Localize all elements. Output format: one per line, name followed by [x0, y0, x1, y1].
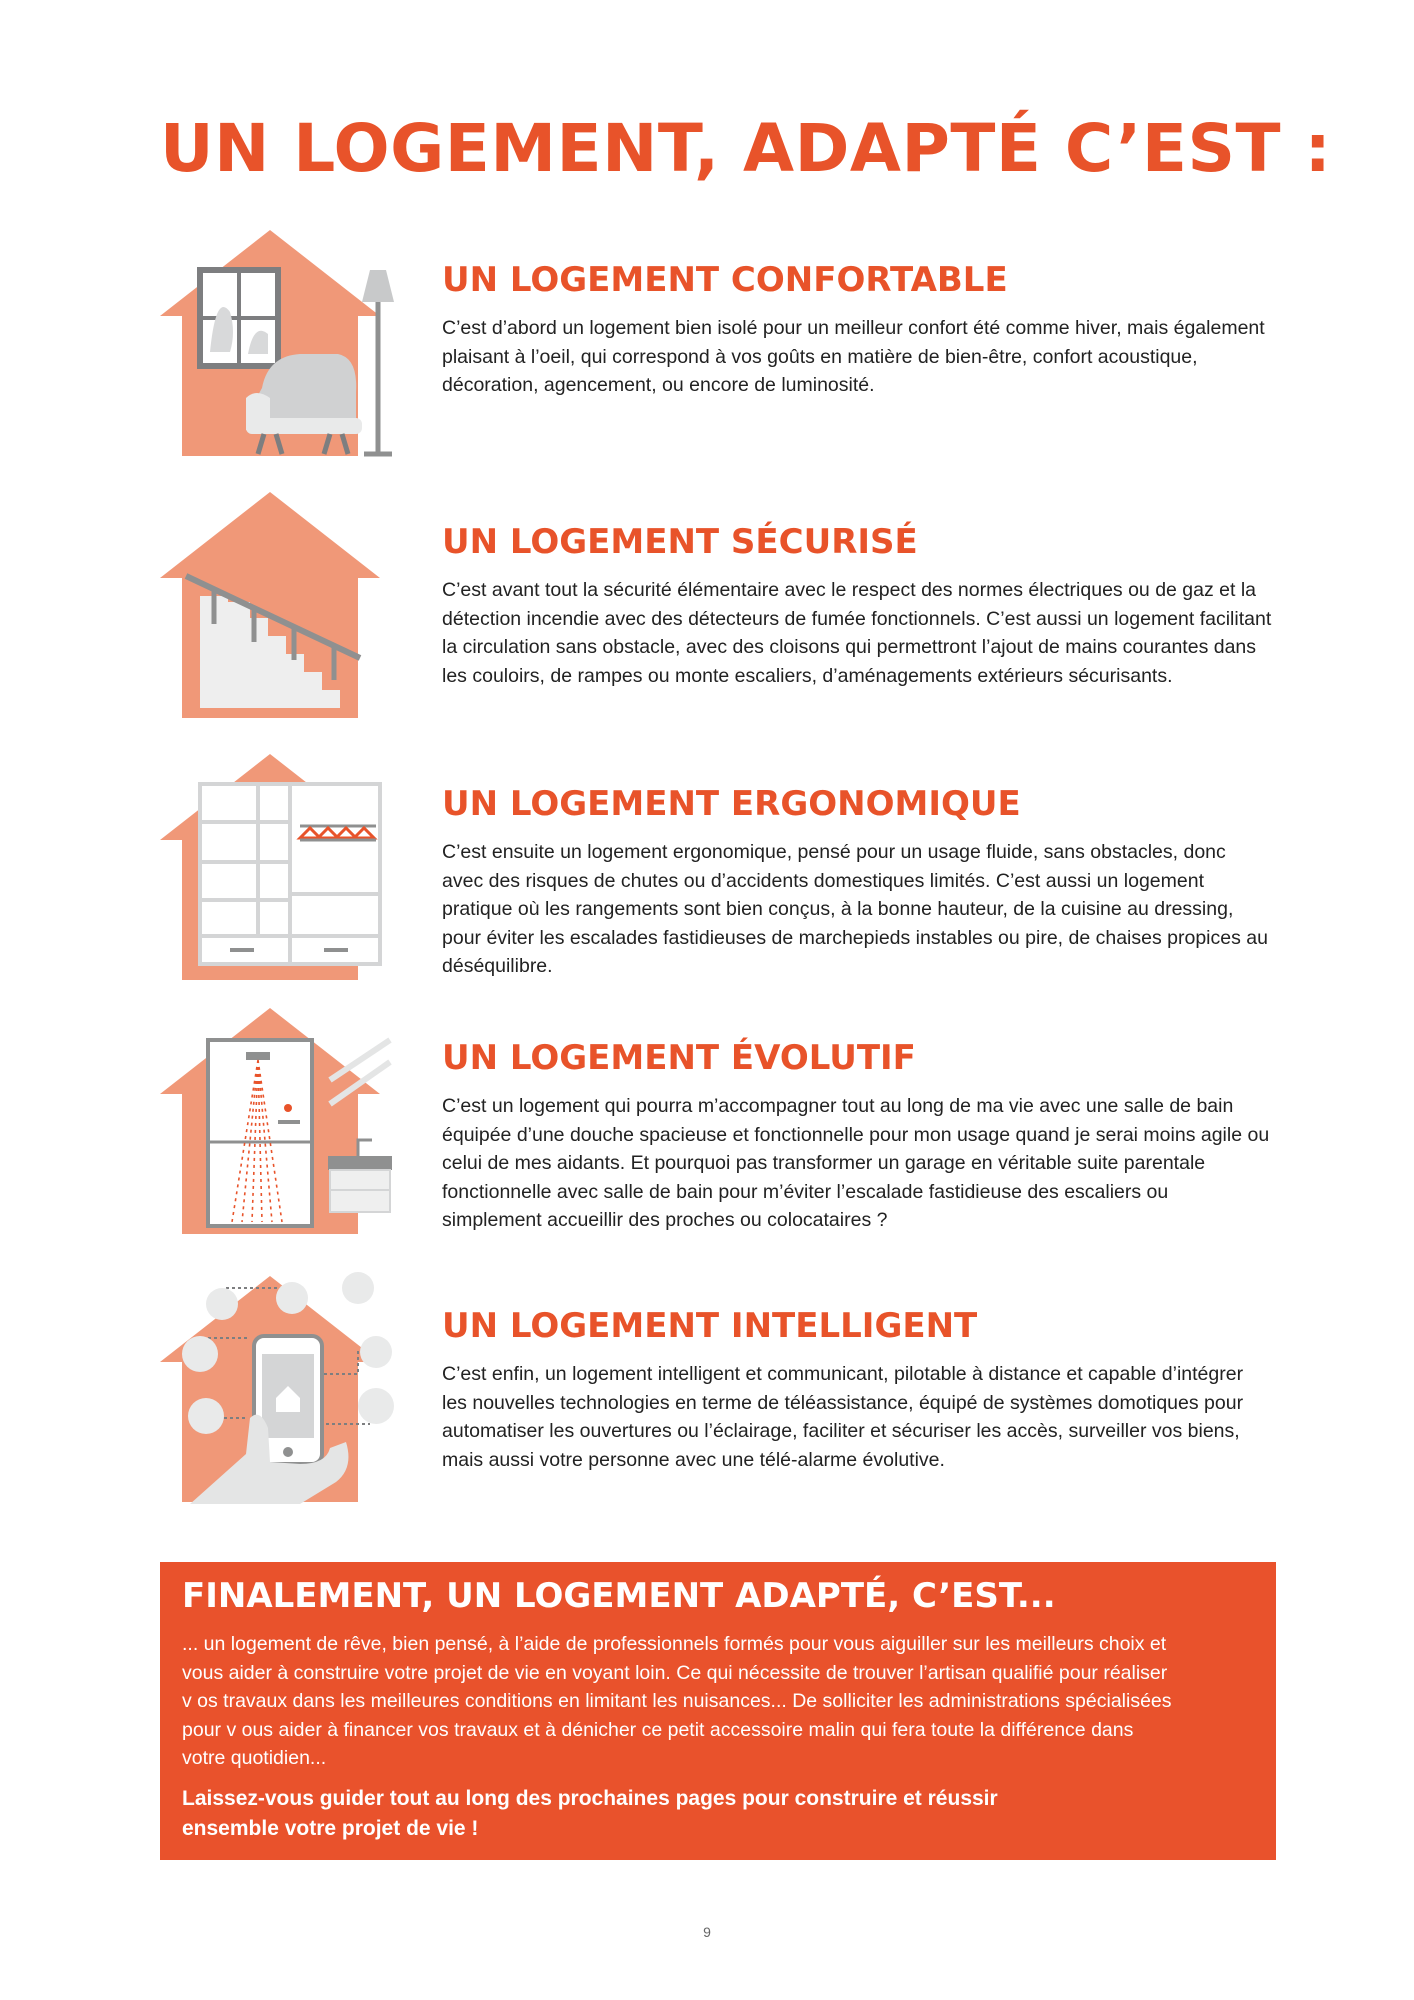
secure-stairs-house-icon: [150, 484, 410, 724]
section-text: C’est enfin, un logement intelligent et communicant, pilotable à distance et capable d’intégrer les nouvelles technologies en terme de téléassistance, équipé de systèmes domotiques pour automatiser les ouvertures ou l’éclairage, faciliter et sécuriser les accès, surveiller vos biens, mais aussi votre personne avec une télé-alarme évolutive.: [442, 1363, 1244, 1471]
final-body-text: ... un logement de rêve, bien pensé, à l’aide de professionnels formés pour vous aiguiller sur les meilleurs choix et vous aider à construire votre projet de vie en voyant loin. Ce qui nécessite de trouver l’artisan qualifié pour réaliser v os travaux dans les meilleures conditions en limitant les nuisances... De solliciter les administrations spécialisées pour v ous aider à financer vos travaux et à dénicher ce petit accessoire malin qui fera toute la différence dans votre quotidien...: [182, 1633, 1172, 1769]
final-summary-box: [160, 1562, 1276, 1860]
section-ergonomique: [150, 746, 1280, 986]
section-intelligent: [150, 1268, 1280, 1508]
comfortable-house-icon: [150, 222, 410, 462]
wardrobe-house-icon: [150, 746, 410, 986]
section-text: C’est ensuite un logement ergonomique, pensé pour un usage fluide, sans obstacles, donc avec des risques de chutes ou d’accidents domestiques limités. C’est aussi un logement pratique où les rangements sont bien conçus, à la bonne hauteur, de la cuisine au dressing, pour éviter les escalades fastidieuses de marchepieds instables ou pire, de chaises propices au déséquilibre.: [442, 841, 1268, 977]
section-heading: UN LOGEMENT INTELLIGENT: [442, 1306, 978, 1346]
page-title: UN LOGEMENT, ADAPTÉ C’EST :: [160, 110, 1332, 187]
section-heading: UN LOGEMENT ERGONOMIQUE: [442, 784, 1021, 824]
final-heading: FINALEMENT, UN LOGEMENT ADAPTÉ, C’EST...: [182, 1576, 1056, 1616]
shower-house-icon: [150, 1000, 410, 1240]
section-heading: UN LOGEMENT SÉCURISÉ: [442, 522, 918, 562]
section-text: C’est d’abord un logement bien isolé pour un meilleur confort été comme hiver, mais également plaisant à l’oeil, qui correspond à vos goûts en matière de bien-être, confort acoustique, décoration, agencement, ou encore de luminosité.: [442, 317, 1265, 396]
section-heading: UN LOGEMENT CONFORTABLE: [442, 260, 1008, 300]
section-evolutif: [150, 1000, 1280, 1240]
smart-home-phone-icon: [150, 1268, 410, 1508]
section-text: C’est un logement qui pourra m’accompagner tout au long de ma vie avec une salle de bain équipée d’une douche spacieuse et fonctionnelle pour mon usage quand je serai moins agile ou celui de mes aidants. Et pourquoi pas transformer un garage en véritable suite parentale fonctionnelle avec salle de bain pour m’éviter l’escalade fastidieuse des escaliers ou simplement accueillir des proches ou colocataires ?: [442, 1095, 1270, 1231]
section-heading: UN LOGEMENT ÉVOLUTIF: [442, 1038, 916, 1078]
final-call-to-action: Laissez-vous guider tout au long des prochaines pages pour construire et réussir ensemble votre projet de vie !: [182, 1787, 998, 1840]
section-securise: [150, 484, 1280, 724]
section-text: C’est avant tout la sécurité élémentaire avec le respect des normes électriques ou de gaz et la détection incendie avec des détecteurs de fumée fonctionnels. C’est aussi un logement facilitant la circulation sans obstacle, avec des cloisons qui permettront l’ajout de mains courantes dans les couloirs, de rampes ou monte escaliers, d’aménagements extérieurs sécurisants.: [442, 579, 1272, 687]
section-confortable: [150, 222, 1280, 462]
page-number: 9: [703, 1924, 711, 1940]
